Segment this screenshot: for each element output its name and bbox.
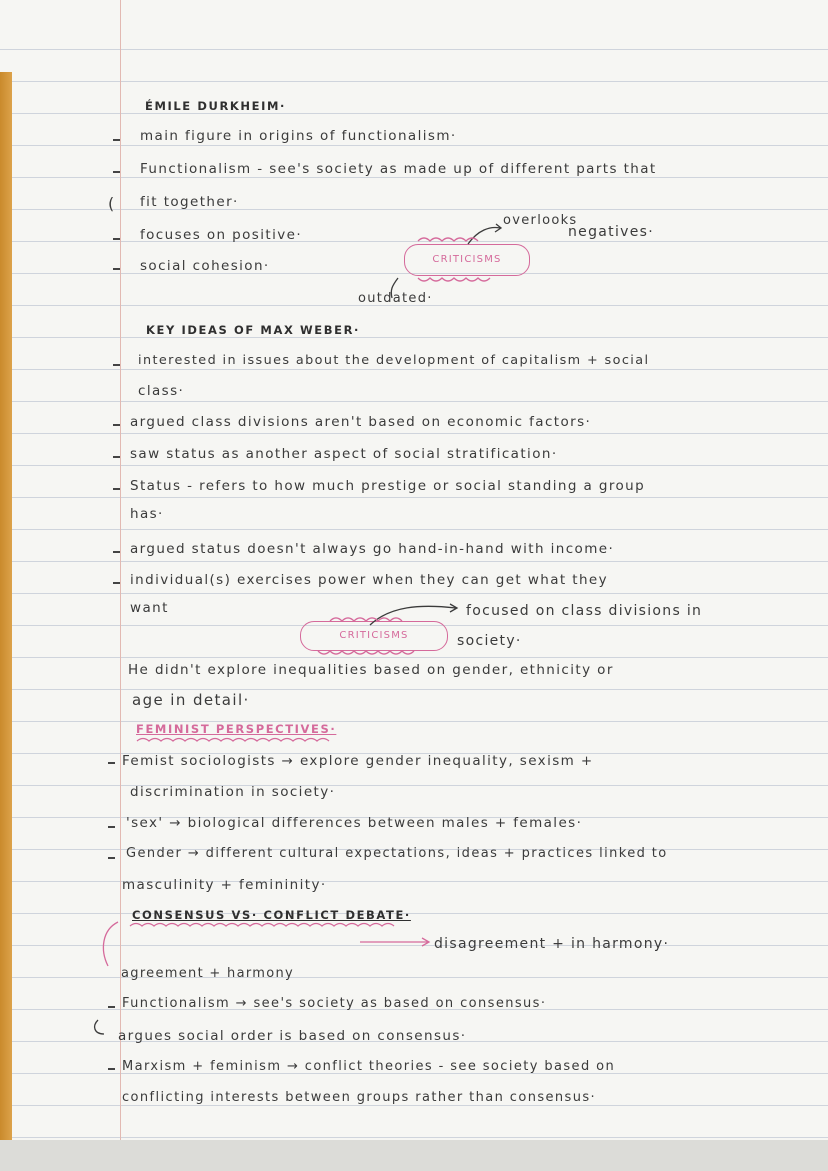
feminist-line-2: discrimination in society· [130,784,336,800]
weber-line-4: saw status as another aspect of social stratification· [130,446,558,462]
debate-heading: CONSENSUS VS· CONFLICT DEBATE· [132,908,411,922]
durkheim-line-2: Functionalism - see's society as made up of different parts that [140,161,657,177]
criticisms-cloud-weber: CRITICISMS [300,621,448,651]
feminist-heading-squiggle [137,739,329,742]
weber-line-3: argued class divisions aren't based on economic factors· [130,414,592,430]
debate-line-3: Marxism + feminism → conflict theories - see society based on [122,1059,616,1074]
bracket-mark: ( [108,194,116,213]
weber-line-8: individual(s) exercises power when they can get what they [130,572,609,588]
weber-line-6: has· [130,506,164,522]
weber-line-5: Status - refers to how much prestige or social standing a group [130,478,646,494]
feminist-line-5: masculinity + femininity· [122,877,327,893]
durkheim-line-5: social cohesion· [140,258,270,274]
weber-critique-1: He didn't explore inequalities based on gender, ethnicity or [128,662,614,678]
weber-line-9: want [130,600,169,616]
feminist-line-1: Femist sociologists → explore gender inequality, sexism + [122,753,594,769]
bracket-mark-bottom [95,1020,104,1034]
feminist-heading: FEMINIST PERSPECTIVES· [136,722,337,736]
debate-line-1: Functionalism → see's society as based on consensus· [122,996,547,1011]
weber-line-1: interested in issues about the development of capitalism + social [138,353,650,368]
arrow-focused [370,606,456,625]
cloud-top-squiggle [418,238,478,241]
debate-line-2: argues social order is based on consensus· [118,1028,467,1044]
durkheim-heading: ÉMILE DURKHEIM· [145,99,286,113]
feminist-line-4: Gender → different cultural expectations, ideas + practices linked to [126,846,668,861]
annotation-focused-2: society· [457,633,522,649]
weber-heading: KEY IDEAS OF MAX WEBER· [146,323,360,337]
annotation-focused-1: focused on class divisions in [466,603,703,619]
durkheim-line-3: fit together· [140,194,239,210]
criticisms-cloud-durkheim: CRITICISMS [404,244,530,276]
arrow-outdated [391,278,398,298]
annotation-overlooks: overlooks [503,213,578,228]
debate-heading-squiggle [130,924,394,927]
annotation-agreement: agreement + harmony [121,966,295,981]
cloud-top-squiggle [330,618,402,621]
annotation-disagreement: disagreement + in harmony· [434,936,670,952]
weber-line-2: class· [138,383,185,399]
weber-line-7: argued status doesn't always go hand-in-hand with income· [130,541,615,557]
feminist-line-3: 'sex' → biological differences between males + females· [126,815,583,831]
durkheim-line-1: main figure in origins of functionalism· [140,128,457,144]
annotation-negatives: negatives· [568,224,654,240]
weber-critique-2: age in detail· [132,691,250,709]
debate-line-4: conflicting interests between groups rather than consensus· [122,1090,597,1105]
durkheim-line-4: focuses on positive· [140,227,303,243]
cloud-bottom-squiggle [418,278,490,281]
annotation-outdated: outdated· [358,291,433,306]
agreement-bracket [103,922,118,966]
cloud-bottom-squiggle [318,651,414,654]
arrow-overlooks [468,228,500,244]
